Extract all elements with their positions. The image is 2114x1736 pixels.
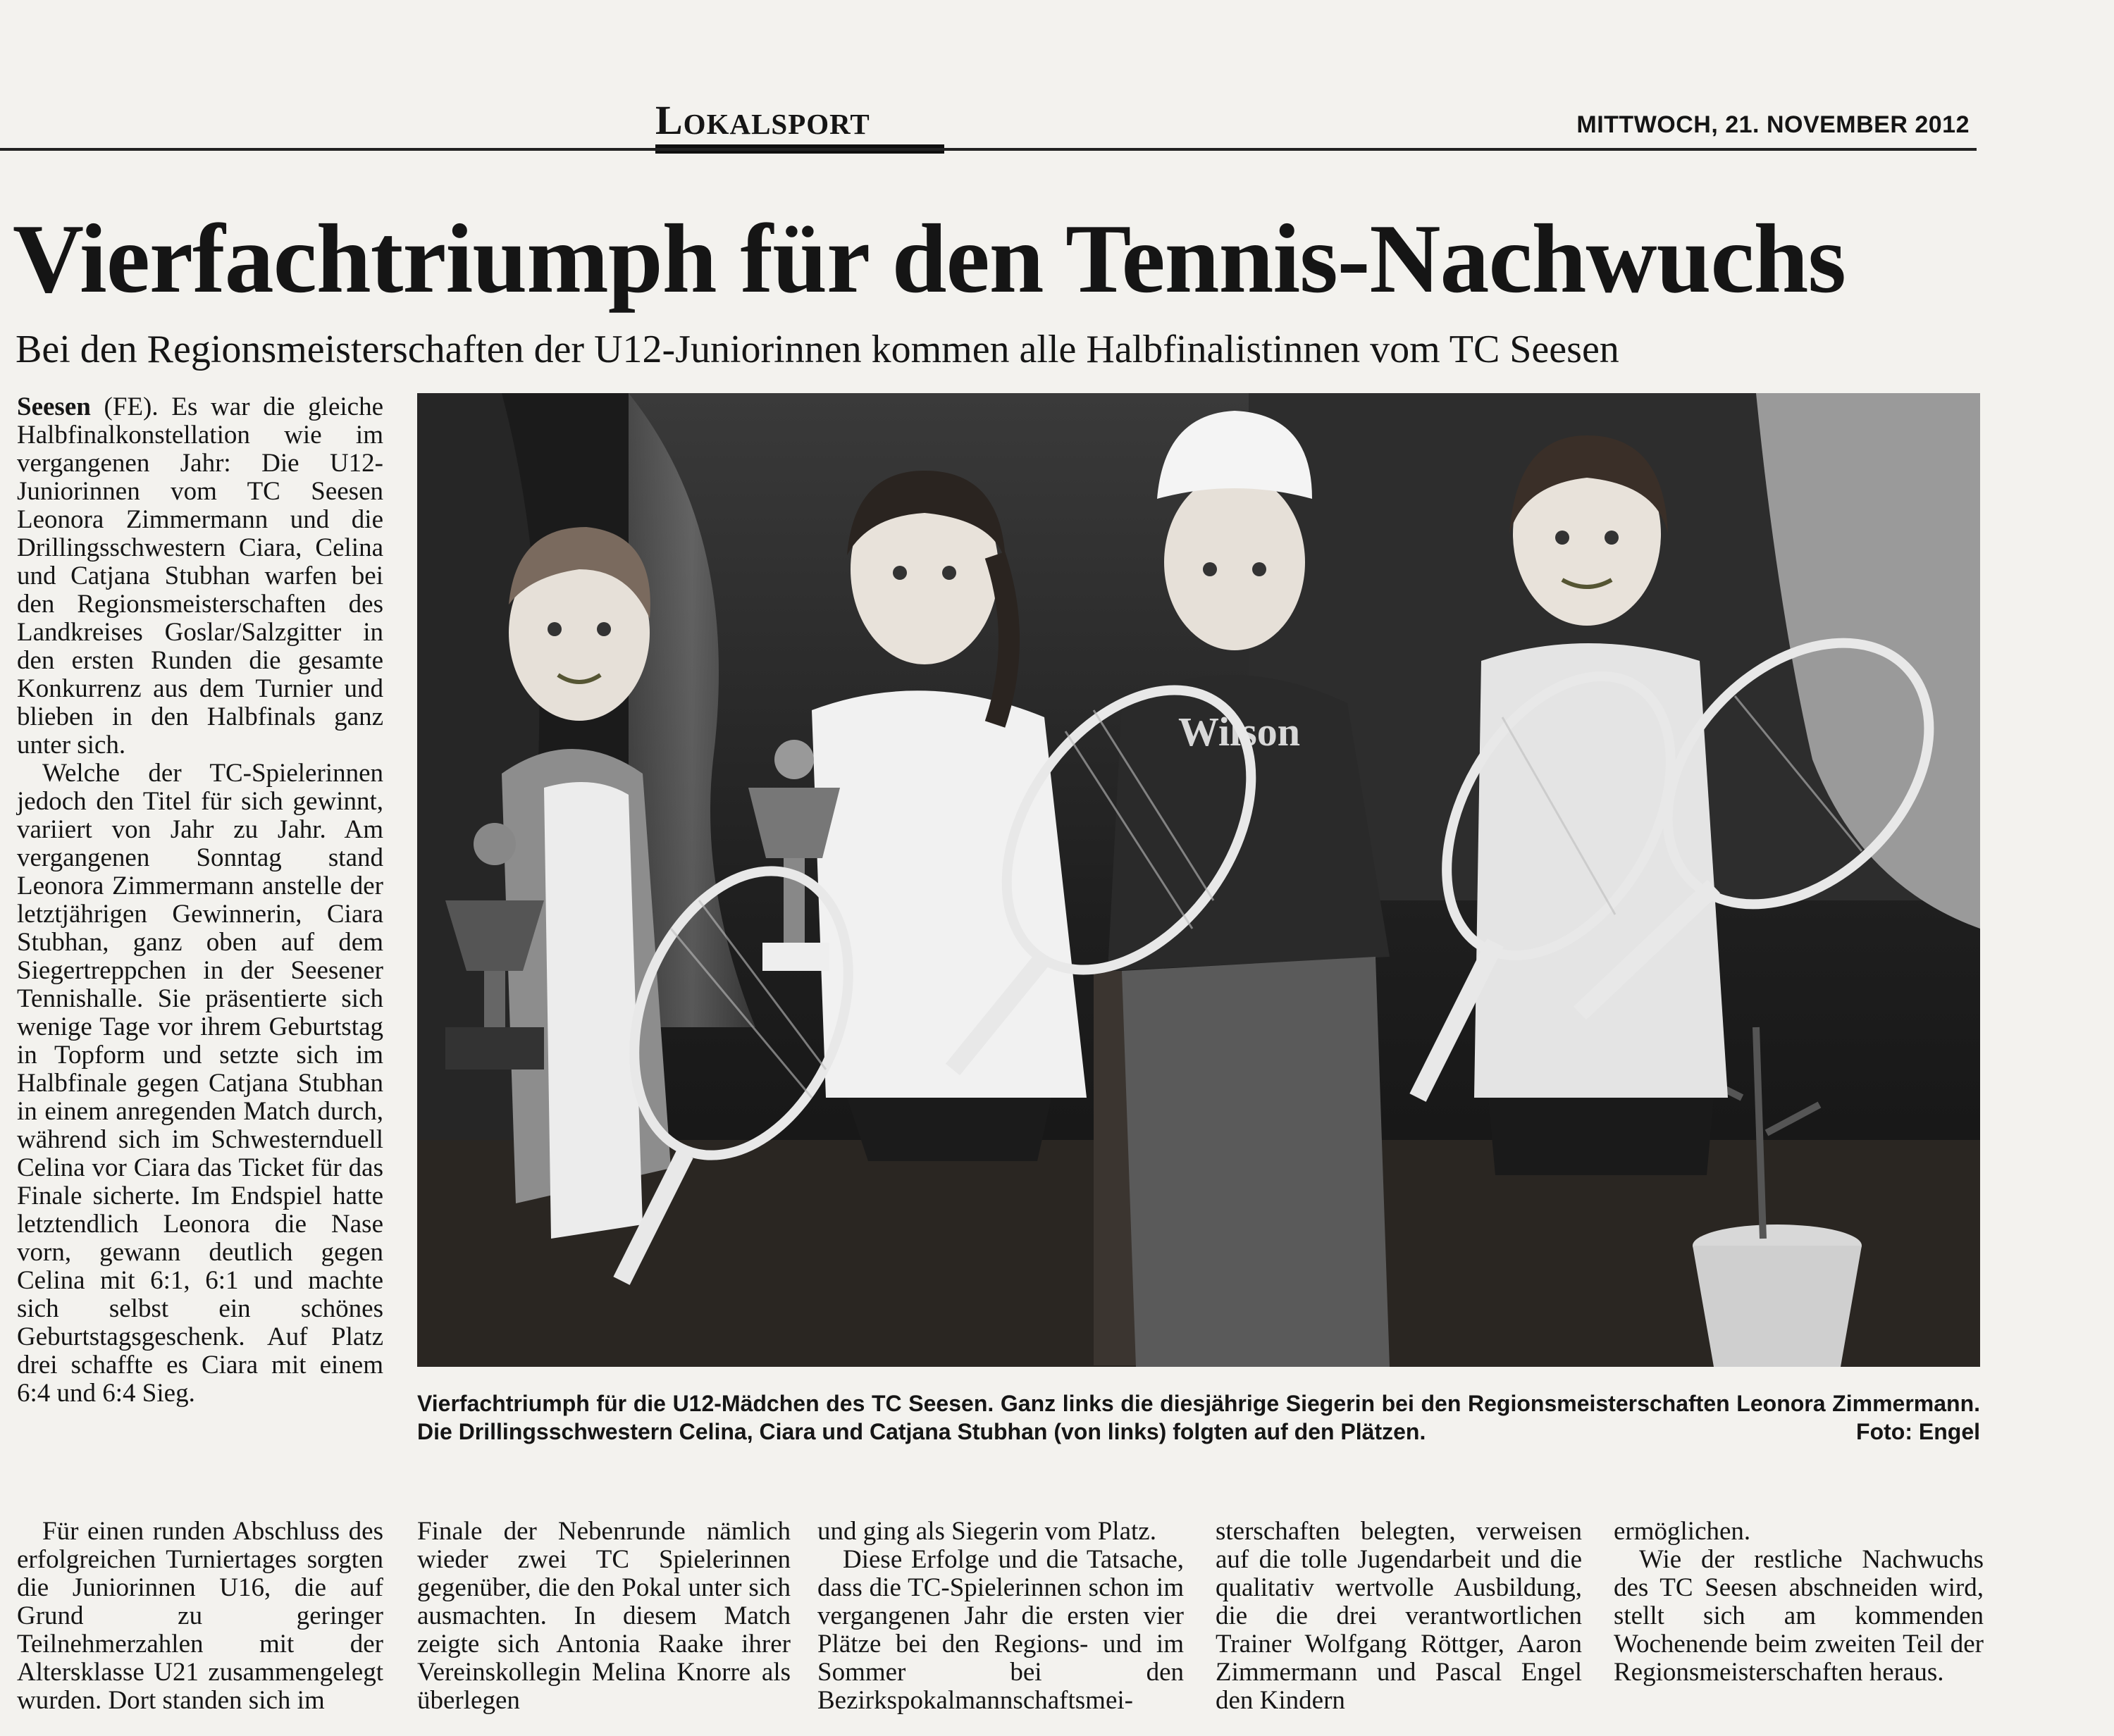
photo-caption <box>417 1389 1980 1446</box>
article-paragraph-1 <box>17 393 383 760</box>
article-subheadline: Bei den Regionsmeisterschaften der U12-Juniorinnen kommen alle Halbfinalistinnen vom TC Seesen <box>16 328 1619 371</box>
article-paragraph-continued: Finale der Nebenrunde nämlich wieder zwei TC Spielerinnen gegenüber, die den Pokal unter sich ausmachten. In diesem Match zeigte sich Antonia Raake ihrer Vereinskollegin Melina Knorre als überlegen <box>417 1517 791 1715</box>
article-paragraph-continued: sterschaften belegten, verweisen auf die tolle Jugendarbeit und die qualitativ wertvolle Ausbildung, die die drei verantwortlichen Trainer Wolfgang Röttger, Aaron Zimmermann und Pascal Engel den Kindern <box>1216 1517 1582 1715</box>
caption-text: Vierfachtriumph für die U12-Mädchen des TC Seesen. Ganz links die diesjährige Siegerin bei den Regionsmeisterschaften Leonora Zimmermann. Die Drillingsschwestern Celina, Ciara und Catjana Stubhan (von links) folgten auf den Plätzen. <box>417 1391 1980 1444</box>
issue-date: MITTWOCH, 21. NOVEMBER 2012 <box>1576 111 1970 138</box>
article-headline: Vierfachtriumph für den Tennis-Nachwuchs <box>13 204 1846 314</box>
girl-1 <box>502 527 671 1239</box>
article-column-bottom-5 <box>1614 1518 1984 1687</box>
article-paragraph-continued: und ging als Siegerin vom Platz. <box>817 1517 1156 1546</box>
photo-illustration <box>417 393 1980 1367</box>
shirt-text: Wilson <box>1178 709 1301 755</box>
article-paragraph-3: Für einen runden Abschluss des erfolgreichen Turniertages sorgten die Juniorinnen U16, die auf Grund zu geringer Teilnehmerzahlen mit der Altersklasse U21 zusammengelegt wurden. Dort standen sich im <box>17 1517 383 1715</box>
article-column-left <box>17 393 383 1408</box>
paragraph-text: (FE). Es war die gleiche Halbfinalkonstellation wie im vergangenen Jahr: Die U12-Juniorinnen vom TC Seesen Leonora Zimmermann und die Drillingsschwestern Ciara, Celina und Catjana Stubhan warfen bei den Regionsmeisterschaften des Landkreises Goslar/Salzgitter in den ersten Runden die gesamte Konkurrenz aus dem Turnier und blieben in den Halbfinals ganz unter sich. <box>17 392 383 760</box>
section-label: Lokalsport <box>655 97 870 143</box>
article-column-bottom-2 <box>417 1518 791 1715</box>
article-photo <box>417 393 1980 1367</box>
article-paragraph-4: Diese Erfolge und die Tatsache, dass die TC-Spielerinnen schon im vergangenen Jahr die ersten vier Plätze bei den Regions- und im Sommer bei den Bezirkspokalmannschaftsmei- <box>817 1545 1184 1715</box>
article-column-bottom-4 <box>1216 1518 1582 1715</box>
header-rule <box>0 148 1977 151</box>
dateline-place: Seesen <box>17 392 91 421</box>
article-paragraph-5: Wie der restliche Nachwuchs des TC Seesen abschneiden wird, stellt sich am kommenden Wochenende beim zweiten Teil der Regionsmeisterschaften heraus. <box>1614 1545 1984 1687</box>
article-column-bottom-1 <box>17 1518 383 1715</box>
article-paragraph-continued: ermöglichen. <box>1614 1517 1751 1546</box>
photo-credit: Foto: Engel <box>1856 1419 1980 1444</box>
article-column-bottom-3 <box>817 1518 1184 1715</box>
article-paragraph-2: Welche der TC-Spielerinnen jedoch den Titel für sich gewinnt, variiert von Jahr zu Jahr. Am vergangenen Sonntag stand Leonora Zimmermann anstelle der letztjährigen Gewinnerin, Ciara Stubhan, ganz oben auf dem Siegertreppchen in der Seesener Tennishalle. Sie präsentierte sich wenige Tage vor ihrem Geburtstag in Topform und setzte sich im Halbfinale gegen Catjana Stubhan in einem anregenden Match durch, während sich im Schwesternduell Celina vor Ciara das Ticket für das Finale sicherte. Im Endspiel hatte letztendlich Leonora die Nase vorn, gewann deutlich gegen Celina mit 6:1, 6:1 und machte sich selbst ein schönes Geburtstagsgeschenk. Auf Platz drei schaffte es Ciara mit einem 6:4 und 6:4 Sieg. <box>17 759 383 1408</box>
